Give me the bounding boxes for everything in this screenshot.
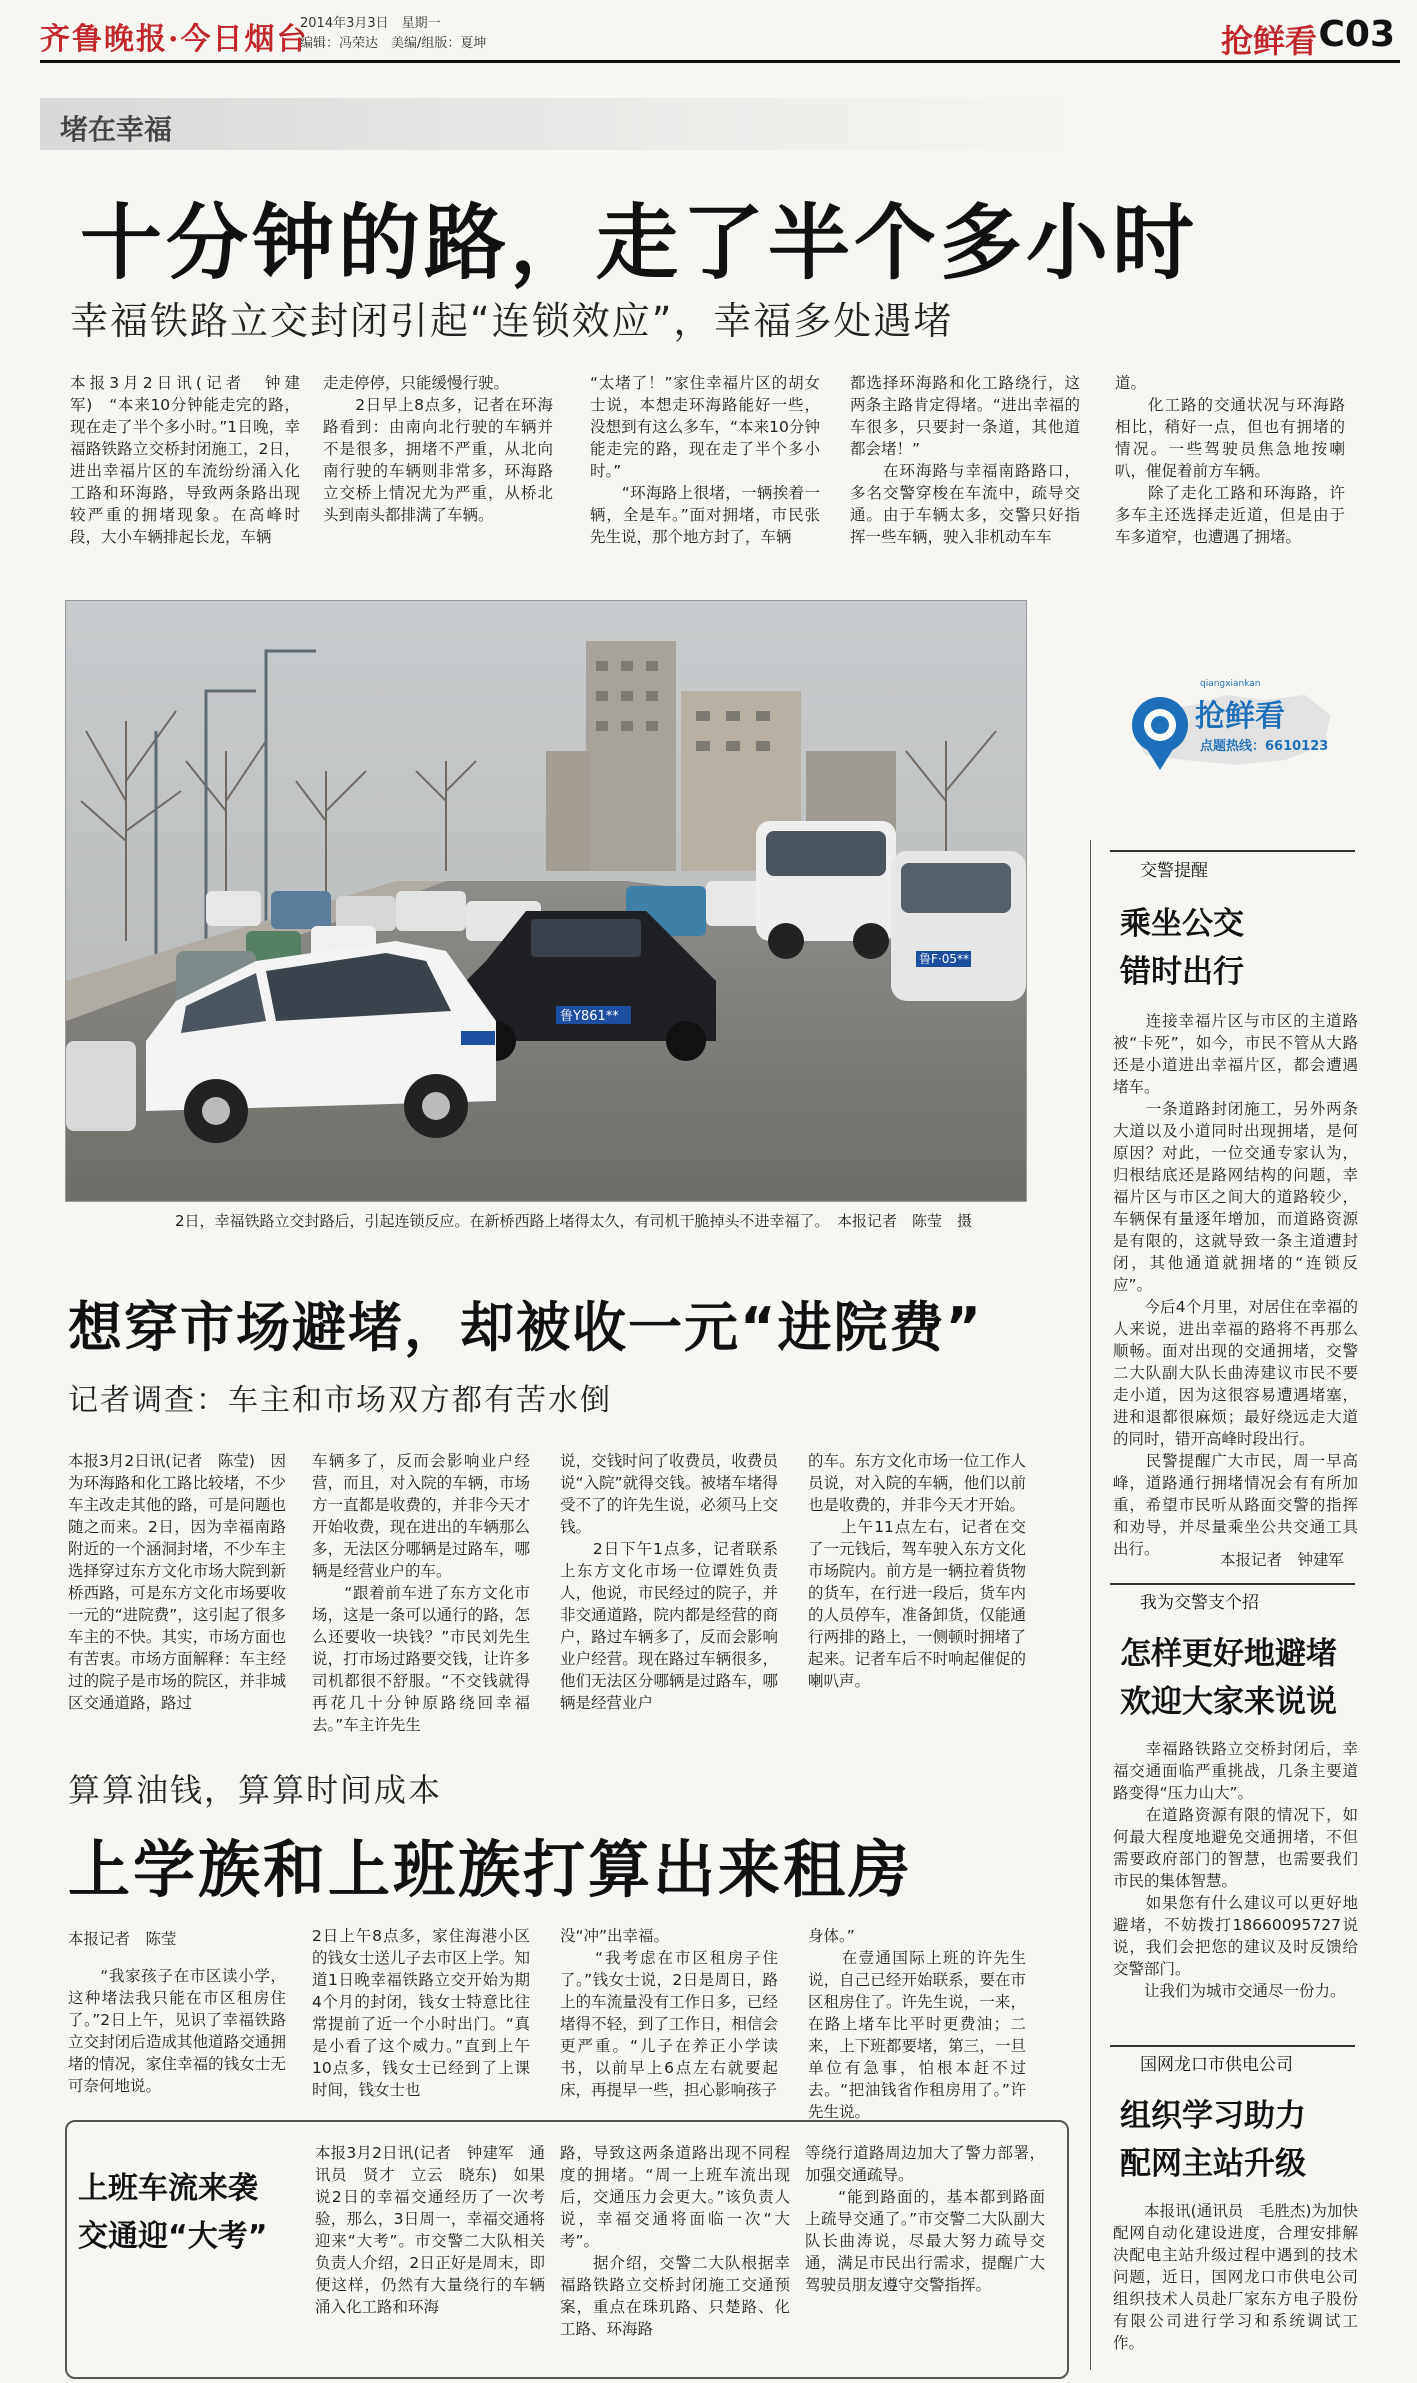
story2-column-2: 车辆多了，反而会影响业户经营，而且，对入院的车辆，市场方一直都是收费的，并非今天才开始收费，现在进出的车辆那么多，无法区分哪辆是过路车，哪辆是经营业户的车。 “跟着前车进了东方文化市场，这是一条可以通行的路，怎么还要收一块钱？”市民刘先生说，打市场过路要交钱，让许多司机都很不舒服。“不交钱就得再花几十分钟原路绕回幸福去。”车主许先生 xyxy=(312,1452,530,1734)
sidebar-sec1-headline xyxy=(1120,900,1244,996)
story1-column-1: 本报3月2日讯(记者 钟建军) “本来10分钟能走完的路，现在走了半个多小时。”1日晚，幸福路铁路立交桥封闭施工，2日，进出幸福片区的车流纷纷涌入化工路和环海路，导致两条路出现较严重的拥堵现象。在高峰时段，大小车辆排起长龙，车辆 xyxy=(70,374,300,546)
photo-caption: 2日，幸福铁路立交封路后，引起连锁反应。在新桥西路上堵得太久，有司机干脆掉头不进幸福了。 本报记者 陈莹 摄 xyxy=(175,1212,973,1230)
badge-title: 抢鲜看 xyxy=(1195,699,1285,734)
story3-byline: 本报记者 陈莹 xyxy=(68,1930,177,1948)
newspaper-brand: 齐鲁晚报·今日烟台 xyxy=(40,22,309,57)
sidebar-sec1-tag: 交警提醒 xyxy=(1140,861,1208,881)
sidebar-rule xyxy=(1090,840,1091,2370)
sidebar-sec2-tag: 我为交警支个招 xyxy=(1140,1593,1259,1613)
sidebar-sec1-headline-2: 错时出行 xyxy=(1120,954,1244,990)
page-number: C03 xyxy=(1318,14,1395,55)
story1-headline: 十分钟的路，走了半个多小时 xyxy=(80,196,1199,291)
header-rule xyxy=(40,60,1400,63)
story3-column-2: 2日上午8点多，家住海港小区的钱女士送儿子去市区上学。知道1日晚幸福铁路立交开始为期4个月的封闭，钱女士特意比往常提前了近一个小时出门。“真是小看了这个威力。”直到上午10点多，钱女士已经到了上课时间，钱女士也 xyxy=(312,1927,530,2099)
sidebar-sec3-headline xyxy=(1120,2092,1306,2188)
sidebar-sec3-rule xyxy=(1110,2045,1355,2047)
sidebar-sec2-headline-1: 怎样更好地避堵 xyxy=(1120,1636,1337,1672)
issue-meta xyxy=(300,14,486,54)
story4-column-2: 路，导致这两条道路出现不同程度的拥堵。“周一上班车流出现后，交通压力会更大。”该负责人说，幸福交通将面临一次“大考”。 据介绍，交警二大队根据幸福路铁路立交桥封闭施工交通预案，重点在珠玑路、只楚路、化工路、环海路 xyxy=(560,2144,790,2338)
editor-credits: 编辑：冯荣达 美编/组版：夏坤 xyxy=(300,36,487,51)
story3-kicker: 算算油钱，算算时间成本 xyxy=(68,1771,443,1809)
story1-column-5: 道。 化工路的交通状况与环海路相比，稍好一点，但也有拥堵的情况。一些驾驶员焦急地按喇叭，催促着前方车辆。 除了走化工路和环海路，许多车主还选择走近道，但是由于车多道窄，也遭遇了拥堵。 xyxy=(1115,374,1345,546)
story1-kicker: 堵在幸福 xyxy=(60,113,173,146)
story3-column-1: “我家孩子在市区读小学，这种堵法我只能在市区租房住了。”2日上午，见识了幸福铁路立交封闭后造成其他道路交通拥堵的情况，家住幸福的钱女士无可奈何地说。 xyxy=(68,1967,286,2095)
sidebar-sec2-headline-2: 欢迎大家来说说 xyxy=(1120,1684,1337,1720)
story2-column-4: 的车。东方文化市场一位工作人员说，对入院的车辆，他们以前也是收费的，并非今天才开始。 上午11点左右，记者在交了一元钱后，驾车驶入东方文化市场院内。前方是一辆拉着货物的货车，在行进一段后，货车内的人员停车，准备卸货，仅能通行两排的路上，一侧顿时拥堵了起来。记者车后不时响起催促的喇叭声。 xyxy=(808,1452,1026,1690)
sidebar-sec1-rule xyxy=(1110,850,1355,852)
sidebar-sec2-headline xyxy=(1120,1630,1337,1726)
traffic-jam-illustration xyxy=(66,601,1026,1201)
sidebar-sec2-body: 幸福路铁路立交桥封闭后，幸福交通面临严重挑战，几条主要道路变得“压力山大”。 在道路资源有限的情况下，如何最大程度地避免交通拥堵，不但需要政府部门的智慧，也需要我们市民的集体智慧。 如果您有什么建议可以更好地避堵，不妨拨打18660095727说说，我们会把您的建议及时反馈给交警部门。 让我们为城市交通尽一份力。 xyxy=(1113,1740,1358,2000)
story1-column-4: 都选择环海路和化工路绕行，这两条主路肯定得堵。“进出幸福的车很多，只要封一条道，其他道都会堵！” 在环海路与幸福南路路口，多名交警穿梭在车流中，疏导交通。由于车辆太多，交警只好指挥一些车辆，驶入非机动车车 xyxy=(850,374,1080,546)
traffic-jam-photo xyxy=(65,600,1027,1202)
story1-column-3: “太堵了！”家住幸福片区的胡女士说，本想走环海路能好一些，没想到有这么多车，“本来10分钟能走完的路，现在走了半个多小时。” “环海路上很堵，一辆挨着一辆，全是车。”面对拥堵，市民张先生说，那个地方封了，车辆 xyxy=(590,374,820,546)
sidebar-sec1-byline: 本报记者 钟建军 xyxy=(1220,1551,1345,1569)
qiangxiankan-badge xyxy=(1115,665,1345,785)
story3-column-3: 没“冲”出幸福。 “我考虑在市区租房子住了。”钱女士说，2日是周日，路上的车流量没有工作日多，已经堵得不轻，到了工作日，相信会更严重。“儿子在养正小学读书，以前早上6点左右就要起床，再提早一些，担心影响孩子 xyxy=(560,1927,778,2099)
story3-column-4: 身体。” 在壹通国际上班的许先生说，自己已经开始联系，要在市区租房住了。许先生说，一来，在路上堵车比平时更费油；二来，上下班都要堵，第三，一旦单位有急事，怕根本赶不过去。“把油钱省作租房用了。”许先生说。 xyxy=(808,1927,1026,2121)
story4-column-3: 等绕行道路周边加大了警力部署，加强交通疏导。 “能到路面的，基本都到路面上疏导交通了。”市交警二大队副大队长曲涛说，尽最大努力疏导交通，满足市民出行需求，提醒广大驾驶员朋友遵守交警指挥。 xyxy=(805,2144,1045,2294)
story1-column-2: 走走停停，只能缓慢行驶。 2日早上8点多，记者在环海路看到：由南向北行驶的车辆并不是很多，拥堵不严重，从北向南行驶的车辆则非常多，环海路立交桥上情况尤为严重，从桥北头到南头都排满了车辆。 xyxy=(323,374,553,524)
sidebar-sec1-body: 连接幸福片区与市区的主道路被“卡死”，如今，市民不管从大路还是小道进出幸福片区，都会遭遇堵车。 一条道路封闭施工，另外两条大道以及小道同时出现拥堵，是何原因？对此，一位交通专家认为，归根结底还是路网结构的问题，幸福片区与市区之间大的道路较少，车辆保有量逐年增加，而道路资源是有限的，这就导致一条主道遭封闭，其他通道就拥堵的“连锁反应”。 今后4个月里，对居住在幸福的人来说，进出幸福的路将不再那么顺畅。面对出现的交通拥堵，交警二大队副大队长曲涛建议市民不要走小道，因为这很容易遭遇堵塞，进和退都很麻烦；最好绕远走大道的同时，错开高峰时段出行。 民警提醒广大市民，周一早高峰，道路通行拥堵情况会有有所加重，希望市民听从路面交警的指挥和劝导，并尽量乘坐公共交通工具出行。 xyxy=(1113,1012,1358,1558)
story4-title-line-2: 交通迎“大考” xyxy=(78,2219,268,2254)
plate-right: 鲁F·05** xyxy=(919,952,969,966)
story2-subhead: 记者调查：车主和市场双方都有苦水倒 xyxy=(68,1383,612,1418)
story4-column-1: 本报3月2日讯(记者 钟建军 通讯员 贤才 立云 晓东) 如果说2日的幸福交通经历了一次考验，那么，3日周一，幸福交通将迎来“大考”。市交警二大队相关负责人介绍，2日正好是周末，即便这样，仍然有大量绕行的车辆涌入化工路和环海 xyxy=(315,2144,545,2316)
story2-column-3: 说，交钱时问了收费员，收费员说“入院”就得交钱。被堵车堵得受不了的许先生说，必须马上交钱。 2日下午1点多，记者联系上东方文化市场一位谭姓负责人，他说，市民经过的院子，并非交通道路，院内都是经营的商户，路过车辆多了，反而会影响业户经营。现在路过车辆很多，他们无法区分哪辆是过路车，哪辆是经营业户 xyxy=(560,1452,778,1712)
sidebar-sec3-headline-1: 组织学习助力 xyxy=(1120,2098,1306,2134)
sidebar-sec3-body: 本报讯(通讯员 毛胜杰)为加快配网自动化建设进度，合理安排解决配电主站升级过程中遇到的技术问题，近日，国网龙口市供电公司组织技术人员赴厂家东方电子股份有限公司进行学习和系统调试工作。 xyxy=(1113,2202,1358,2352)
issue-date: 2014年3月3日 星期一 xyxy=(300,16,441,31)
badge-hotline: 点题热线：6610123 xyxy=(1200,739,1329,754)
sidebar-sec3-headline-2: 配网主站升级 xyxy=(1120,2146,1306,2182)
sidebar-sec2-rule xyxy=(1110,1583,1355,1585)
plate-left: 鲁Y861** xyxy=(560,1009,619,1024)
sidebar-sec3-tag: 国网龙口市供电公司 xyxy=(1140,2055,1293,2075)
story1-kicker-bar xyxy=(40,98,1080,150)
story4-title xyxy=(78,2165,267,2261)
section-name: 抢鲜看 xyxy=(1220,22,1317,60)
story2-headline: 想穿市场避堵，却被收一元“进院费” xyxy=(68,1296,983,1359)
story3-headline: 上学族和上班族打算出来租房 xyxy=(68,1833,914,1906)
story2-column-1: 本报3月2日讯(记者 陈莹) 因为环海路和化工路比较堵，不少车主改走其他的路，可是问题也随之而来。2日，因为幸福南路附近的一个涵洞封堵，不少车主选择穿过东方文化市场大院到新桥西路，可是东方文化市场要收一元的“进院费”，这引起了很多车主的不快。其实，市场方面也有苦衷。市场方面解释：车主经过的院子是市场的院区，并非城区交通道路，路过 xyxy=(68,1452,286,1712)
story1-subhead: 幸福铁路立交封闭引起“连锁效应”，幸福多处遇堵 xyxy=(70,299,954,343)
badge-pinyin: qiangxiankan xyxy=(1200,679,1261,689)
story4-title-line-1: 上班车流来袭 xyxy=(78,2171,258,2206)
sidebar-sec1-headline-1: 乘坐公交 xyxy=(1120,906,1244,942)
